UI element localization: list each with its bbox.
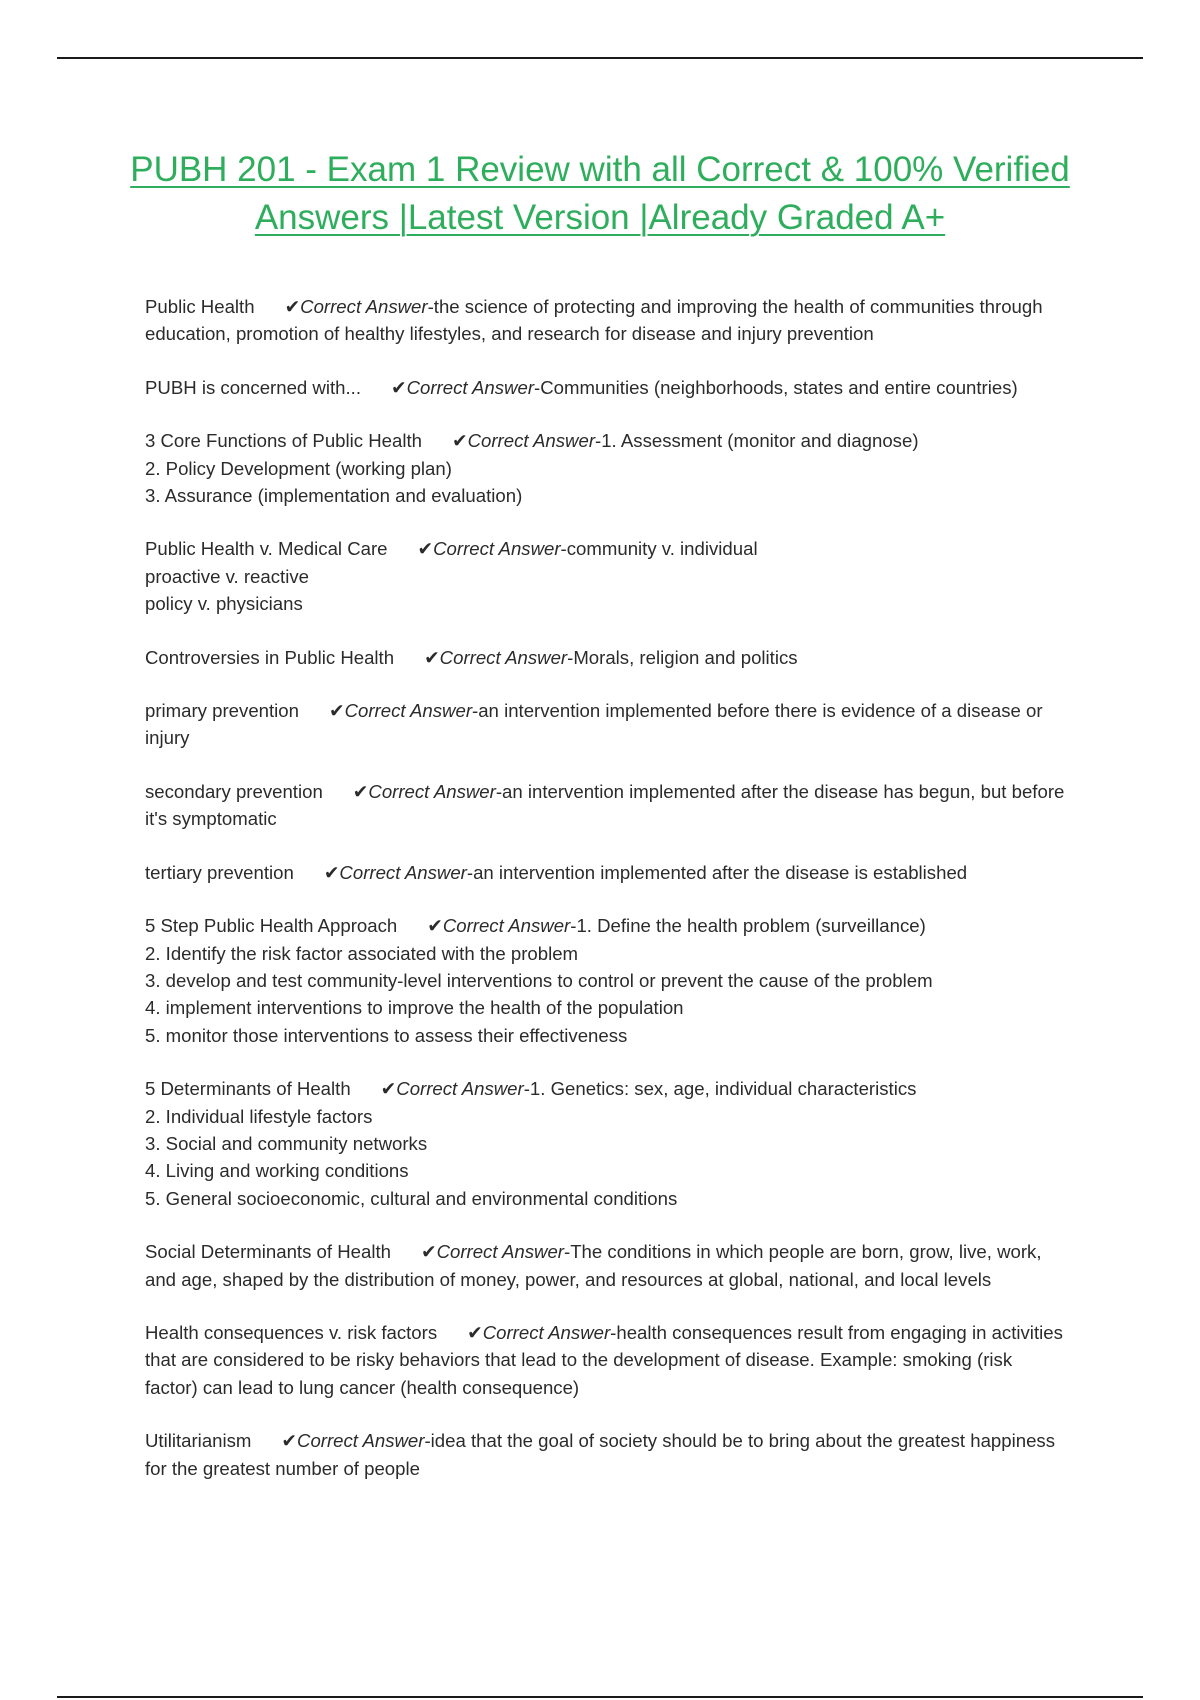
checkmark-icon: ✔	[328, 700, 345, 722]
qa-answer: 1. Define the health problem (surveillance) 2. Identify the risk factor associated with the problem 3. develop and test community-level interventions to control or prevent the cause of the problem 4. implement interventions to improve the health of the population 5. monitor those interventions to assess their effectiveness	[145, 915, 933, 1046]
qa-entry	[145, 1319, 1065, 1401]
answer-dash: -	[595, 430, 602, 452]
qa-term: tertiary prevention	[145, 861, 294, 883]
qa-term: Social Determinants of Health	[145, 1241, 391, 1263]
top-rule	[57, 57, 1143, 59]
qa-entry	[145, 374, 1065, 401]
answer-dash: -	[610, 1321, 617, 1343]
checkmark-icon: ✔	[380, 1078, 397, 1100]
checkmark-icon: ✔	[417, 538, 434, 560]
answer-prefix: Correct Answer	[433, 538, 561, 560]
answer-dash: -	[523, 1078, 530, 1100]
qa-entry	[145, 427, 1065, 509]
answer-prefix: Correct Answer	[297, 1430, 425, 1452]
qa-entry	[145, 778, 1065, 833]
checkmark-icon: ✔	[427, 915, 443, 937]
qa-entry	[145, 293, 1065, 348]
checkmark-icon: ✔	[323, 861, 340, 883]
qa-answer: health consequences result from engaging in activities that are considered to be risky behaviors that lead to the development of disease. Example: smoking (risk factor) can lead to lung cancer (health consequence)	[145, 1321, 1063, 1398]
answer-dash: -	[472, 700, 479, 722]
qa-answer: community v. individual proactive v. reactive policy v. physicians	[145, 538, 758, 615]
qa-answer: an intervention implemented before there is evidence of a disease or injury	[145, 700, 1043, 749]
answer-prefix: Correct Answer	[482, 1321, 611, 1343]
answer-prefix: Correct Answer	[368, 780, 496, 802]
qa-entry	[145, 1427, 1065, 1482]
qa-answer: an intervention implemented after the disease is established	[473, 861, 968, 883]
correct-answer-label	[421, 1241, 564, 1262]
correct-answer-label	[285, 296, 428, 317]
qa-entry	[145, 1238, 1065, 1293]
correct-answer-label	[427, 915, 570, 936]
checkmark-icon: ✔	[284, 296, 301, 317]
answer-dash: -	[564, 1241, 571, 1263]
correct-answer-label	[418, 538, 561, 559]
answer-dash: -	[424, 1430, 431, 1452]
qa-entry	[145, 859, 1065, 886]
qa-entry	[145, 697, 1065, 752]
checkmark-icon: ✔	[420, 1241, 437, 1263]
correct-answer-label	[353, 781, 496, 802]
correct-answer-label	[281, 1430, 424, 1451]
answer-prefix: Correct Answer	[300, 296, 428, 317]
qa-term: Public Health	[145, 296, 255, 317]
answer-dash: -	[427, 296, 434, 317]
qa-answer: 1. Genetics: sex, age, individual characteristics 2. Individual lifestyle factors 3. Social and community networks 4. Living and working conditions 5. General socioeconomic, cultural and environmental conditions	[145, 1078, 917, 1209]
qa-term: 3 Core Functions of Public Health	[145, 430, 422, 452]
qa-term: 5 Determinants of Health	[145, 1078, 351, 1100]
answer-dash: -	[534, 376, 541, 398]
answer-prefix: Correct Answer	[436, 1241, 564, 1263]
answer-dash: -	[570, 915, 577, 937]
qa-term: Controversies in Public Health	[145, 646, 395, 668]
checkmark-icon: ✔	[390, 376, 407, 398]
qa-entry	[145, 1075, 1065, 1212]
checkmark-icon: ✔	[467, 1321, 483, 1343]
qa-term: primary prevention	[145, 700, 299, 722]
qa-term: secondary prevention	[145, 780, 323, 802]
checkmark-icon: ✔	[352, 780, 369, 802]
answer-prefix: Correct Answer	[396, 1078, 524, 1100]
qa-answer: The conditions in which people are born, grow, live, work, and age, shaped by the distribution of money, power, and resources at global, national, and local levels	[145, 1241, 1042, 1290]
answer-prefix: Correct Answer	[442, 915, 571, 937]
answer-prefix: Correct Answer	[339, 861, 467, 883]
qa-entry	[145, 912, 1065, 1049]
qa-term: 5 Step Public Health Approach	[145, 915, 398, 937]
qa-entry	[145, 644, 1065, 671]
qa-answer: Morals, religion and politics	[573, 646, 798, 668]
answer-dash: -	[495, 780, 503, 802]
qa-entry	[145, 535, 1065, 617]
correct-answer-label	[467, 1322, 610, 1343]
qa-list	[145, 293, 1065, 1508]
qa-answer: 1. Assessment (monitor and diagnose) 2. Policy Development (working plan) 3. Assurance (implementation and evaluation)	[145, 430, 919, 507]
answer-prefix: Correct Answer	[406, 376, 535, 398]
qa-answer: the science of protecting and improving the health of communities through education, promotion of healthy lifestyles, and research for disease and injury prevention	[145, 296, 1043, 345]
correct-answer-label	[329, 700, 472, 721]
checkmark-icon: ✔	[424, 646, 440, 668]
answer-dash: -	[466, 861, 474, 883]
correct-answer-label	[391, 377, 534, 398]
answer-prefix: Correct Answer	[344, 700, 473, 722]
qa-term: Utilitarianism	[145, 1430, 252, 1452]
answer-dash: -	[567, 646, 574, 668]
qa-term: Public Health v. Medical Care	[145, 538, 388, 560]
answer-prefix: Correct Answer	[467, 430, 596, 452]
page-title: PUBH 201 - Exam 1 Review with all Correct & 100% Verified Answers |Latest Version |Already Graded A+	[130, 150, 1070, 237]
qa-answer: Communities (neighborhoods, states and entire countries)	[540, 376, 1018, 398]
qa-answer: idea that the goal of society should be to bring about the greatest happiness for the greatest number of people	[145, 1430, 1056, 1479]
answer-prefix: Correct Answer	[439, 646, 568, 668]
checkmark-icon: ✔	[451, 430, 468, 452]
correct-answer-label	[324, 862, 467, 883]
correct-answer-label	[452, 430, 595, 451]
bottom-rule	[57, 1696, 1143, 1698]
qa-term: Health consequences v. risk factors	[145, 1321, 438, 1343]
correct-answer-label	[424, 647, 567, 668]
answer-dash: -	[560, 538, 567, 560]
qa-term: PUBH is concerned with...	[145, 376, 361, 398]
checkmark-icon: ✔	[281, 1430, 298, 1452]
qa-answer: an intervention implemented after the disease has begun, but before it's symptomatic	[145, 780, 1065, 830]
correct-answer-label	[381, 1078, 524, 1099]
